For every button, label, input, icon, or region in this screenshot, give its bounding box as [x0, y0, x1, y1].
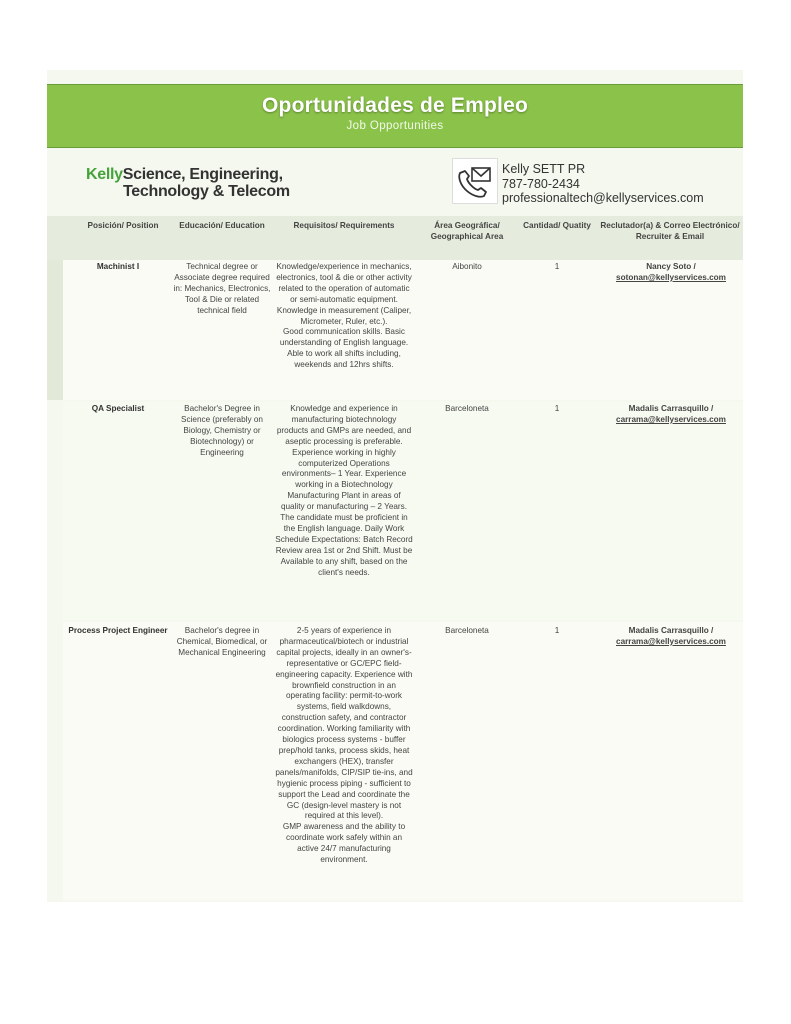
contact-email[interactable]: professionaltech@kellyservices.com: [502, 191, 704, 205]
job-area: Barceloneta: [445, 404, 489, 413]
kelly-logo: [86, 166, 316, 201]
job-position: QA Specialist: [91, 404, 145, 413]
col-education: Educación/ Education: [179, 221, 265, 230]
job-requirements: 2-5 years of experience in pharmaceutical/biotech or industrial capital projects, ideally in an owner's-representative or GC/EPC field-engineering capacity. Experience with brownfield construction in an operating facility: permit-to-work systems, field walkdowns, construction safety, and contractor coordination. Working familiarity with biologics process systems - buffer prep/hold tanks, process skids, heat exchangers (HEX), transfer panels/manifolds, CIP/SIP tie-ins, and hygienic process piping - sufficient to support the Lead and coordinate the GC (design-level mastery is not required at this level). GMP awareness and the ability to coordinate work safely within an active 24/7 manufacturing environment.: [275, 626, 413, 865]
recruiter-name: Madalis Carrasquillo /: [628, 404, 714, 413]
contact-block: [502, 162, 704, 206]
job-education: Bachelor's degree in Chemical, Biomedical, or Mechanical Engineering: [176, 626, 268, 657]
logo-brand: Kelly: [86, 166, 123, 183]
job-recruiter: [598, 404, 744, 426]
job-requirements: Knowledge/experience in mechanics, electronics, tool & die or other activity related to the operation of automatic or semi-automatic equipment. Knowledge in measurement (Caliper, Micrometer, Ruler, etc.). Good communication skills. Basic understanding of English language. Able to work all shifts including, weekends and 12hrs shifts.: [276, 262, 412, 370]
col-area: Área Geográfica/ Geographical Area: [430, 221, 504, 241]
phone-envelope-icon: [452, 158, 498, 204]
job-education: Technical degree or Associate degree required in: Mechanics, Electronics, Tool & Die or related technical field: [173, 262, 271, 315]
page-title: Oportunidades de Empleo: [262, 94, 528, 117]
job-education: Bachelor's Degree in Science (preferably on Biology, Chemistry or Biotechnology) or Engineering: [181, 404, 263, 457]
job-area: Barceloneta: [445, 626, 489, 635]
job-recruiter: [598, 262, 744, 284]
job-quantity: 1: [554, 626, 560, 635]
recruiter-name: Madalis Carrasquillo /: [628, 626, 714, 635]
col-requirements: Requisitos/ Requirements: [293, 221, 395, 230]
recruiter-email-link[interactable]: carrama@kellyservices.com: [616, 414, 726, 424]
job-position: Machinist I: [96, 262, 140, 271]
col-recruiter: Reclutador(a) & Correo Electrónico/ Recruiter & Email: [600, 221, 740, 241]
job-position: Process Project Engineer: [68, 626, 168, 635]
job-quantity: 1: [554, 262, 560, 271]
row-stripe: [47, 260, 63, 400]
logo-line1: Science, Engineering,: [122, 166, 283, 183]
title-banner: [47, 84, 743, 148]
col-position: Posición/ Position: [87, 221, 159, 230]
col-quantity: Cantidad/ Quatity: [523, 221, 591, 230]
contact-phone: 787-780-2434: [502, 176, 580, 191]
job-requirements: Knowledge and experience in manufacturing biotechnology products and GMPs are needed, and aseptic processing is preferable. Experience working in highly computerized Operations environments– 1 Year. Experience working in a Biotechnology Manufacturing Plant in areas of quality or manufacturing – 2 Years. The candidate must be proficient in the English language. Daily Work Schedule Expectations: Batch Record Review area 1st or 2nd Shift. Must be Available to any shift, based on the client's needs.: [275, 404, 413, 577]
logo-line2: Technology & Telecom: [123, 183, 290, 200]
recruiter-name: Nancy Soto /: [646, 262, 696, 271]
recruiter-email-link[interactable]: sotonan@kellyservices.com: [616, 272, 726, 282]
job-recruiter: [598, 626, 744, 648]
contact-name: Kelly SETT PR: [502, 162, 586, 176]
page-subtitle: Job Opportunities: [346, 120, 444, 132]
recruiter-email-link[interactable]: carrama@kellyservices.com: [616, 636, 726, 646]
job-area: Aibonito: [452, 262, 482, 271]
job-quantity: 1: [554, 404, 560, 413]
